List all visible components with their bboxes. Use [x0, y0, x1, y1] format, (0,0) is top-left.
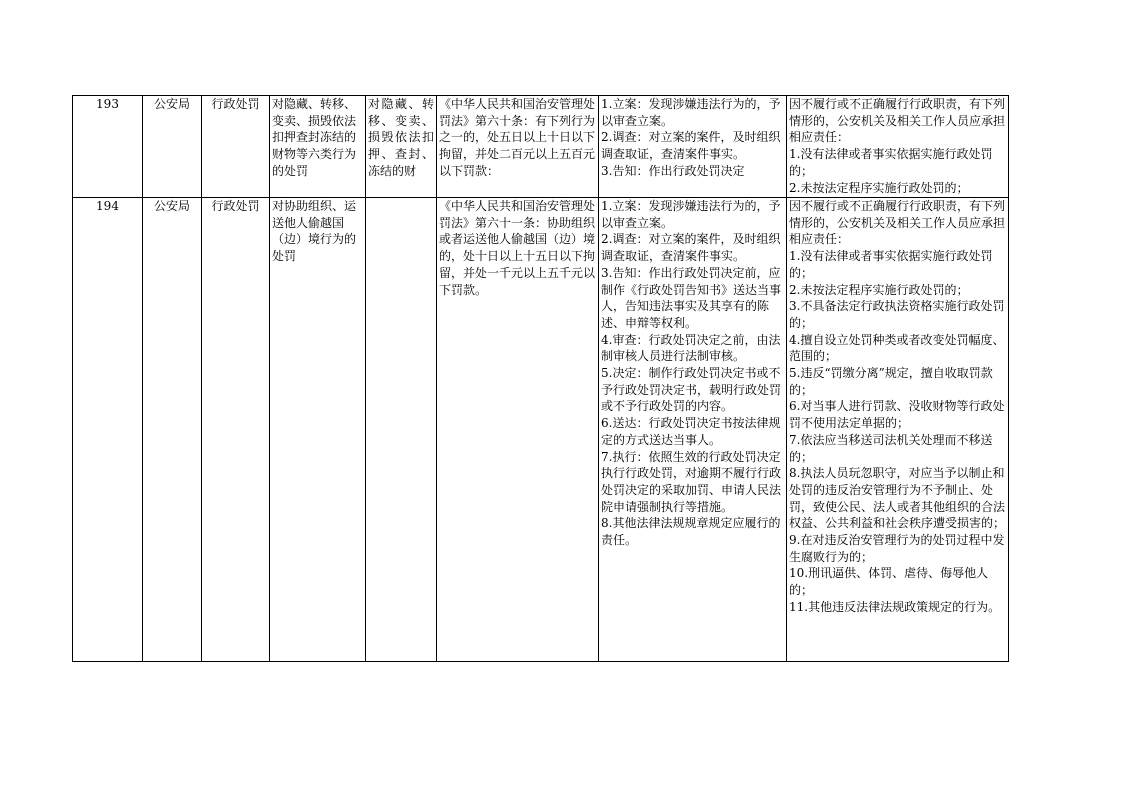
procedure-step: 3.告知：作出行政处罚决定 [601, 163, 745, 178]
sub-item [366, 96, 437, 198]
power-list-table [72, 95, 1009, 662]
procedure-step: 2.调查：对立案的案件，及时组织调查取证，查清案件事实。 [601, 232, 781, 264]
responsibility-item: 1.没有法律或者事实依据实施行政处罚的； [789, 147, 993, 178]
procedure-step: 1.立案：发现涉嫌违法行为的，予以审查立案。 [601, 97, 781, 128]
sub-item-text: 对隐藏、转移、变卖、损毁依法扣押、查封、冻结的财 [368, 97, 434, 178]
legal-basis [437, 96, 599, 198]
department: 公安局 [143, 198, 202, 662]
responsibility-item: 5.违反“罚缴分离”规定，擅自收取罚款的； [789, 366, 993, 397]
responsibility-item: 2.未按法定程序实施行政处罚的； [789, 180, 969, 195]
responsibility-item: 8.执法人员玩忽职守，对应当予以制止和处罚的违反治安管理行为不予制止、处罚，致使公民、法人或者其他组织的合法权益、公共利益和社会秩序遭受损害的； [789, 466, 1006, 531]
procedure [599, 96, 787, 198]
row-number: 194 [73, 198, 143, 662]
procedure [599, 198, 787, 662]
procedure-step: 1.立案：发现涉嫌违法行为的，予以审查立案。 [601, 199, 781, 230]
responsibility-item: 6.对当事人进行罚款、没收财物等行政处罚不使用法定单据的； [789, 399, 1005, 431]
sub-item [366, 198, 437, 662]
procedure-step: 2.调查：对立案的案件，及时组织调查取证，查清案件事实。 [601, 130, 781, 162]
legal-basis: 《中华人民共和国治安管理处罚法》第六十一条：协助组织或者运送他人偷越国（边）境的，处十日以上十五日以下拘留，并处一千元以上五千元以下罚款。 [437, 198, 599, 662]
power-type: 行政处罚 [202, 198, 270, 662]
responsibility-item: 因不履行或不正确履行行政职责，有下列情形的，公安机关及相关工作人员应承担相应责任： [789, 199, 1006, 247]
table-row [73, 96, 1009, 198]
procedure-step: 4.审查：行政处罚决定之前，由法制审核人员进行法制审核。 [601, 332, 781, 364]
responsibility-item: 10.刑讯逼供、体罚、虐待、侮辱他人的； [789, 566, 989, 598]
table-row [73, 198, 1009, 662]
legal-basis-text: 《中华人民共和国治安管理处罚法》第六十条：有下列行为之一的，处五日以上十日以下拘留，并处二百元以上五百元以下罚款： [439, 97, 596, 178]
responsibility-item: 4.擅自设立处罚种类或者改变处罚幅度、范围的； [789, 332, 1005, 364]
item-name-text: 对隐藏、转移、变卖、损毁依法扣押查封冻结的财物等六类行为的处罚 [272, 97, 357, 178]
responsibility-item: 7.依法应当移送司法机关处理而不移送的； [789, 432, 993, 464]
responsibility-item: 因不履行或不正确履行行政职责，有下列情形的，公安机关及相关工作人员应承担相应责任： [789, 97, 1006, 145]
item-name [270, 96, 366, 198]
procedure-step: 3.告知：作出行政处罚决定前，应制作《行政处罚告知书》送达当事人，告知违法事实及其享有的陈述、申辩等权利。 [601, 265, 782, 330]
procedure-step: 7.执行：依照生效的行政处罚决定执行行政处罚，对逾期不履行行政处罚决定的采取加罚、申请人民法院申请强制执行等措施。 [601, 449, 782, 514]
department: 公安局 [143, 96, 202, 198]
procedure-step: 5.决定：制作行政处罚决定书或不予行政处罚决定书，载明行政处罚或不予行政处罚的内容。 [601, 366, 782, 414]
responsibility-item: 9.在对违反治安管理行为的处罚过程中发生腐败行为的； [789, 533, 1005, 564]
item-name: 对协助组织、运送他人偷越国（边）境行为的处罚 [270, 198, 366, 662]
responsibility-item: 2.未按法定程序实施行政处罚的； [789, 282, 969, 297]
responsibility [787, 96, 1009, 198]
responsibility-item: 1.没有法律或者事实依据实施行政处罚的； [789, 249, 993, 280]
power-type: 行政处罚 [202, 96, 270, 198]
responsibility-item: 11.其他违反法律法规政策规定的行为。 [789, 599, 1001, 614]
procedure-step: 8.其他法律法规规章规定应履行的责任。 [601, 516, 781, 548]
responsibility [787, 198, 1009, 662]
row-number: 193 [73, 96, 143, 198]
procedure-step: 6.送达：行政处罚决定书按法律规定的方式送达当事人。 [601, 416, 781, 447]
responsibility-item: 3.不具备法定行政执法资格实施行政处罚的； [789, 299, 1005, 330]
